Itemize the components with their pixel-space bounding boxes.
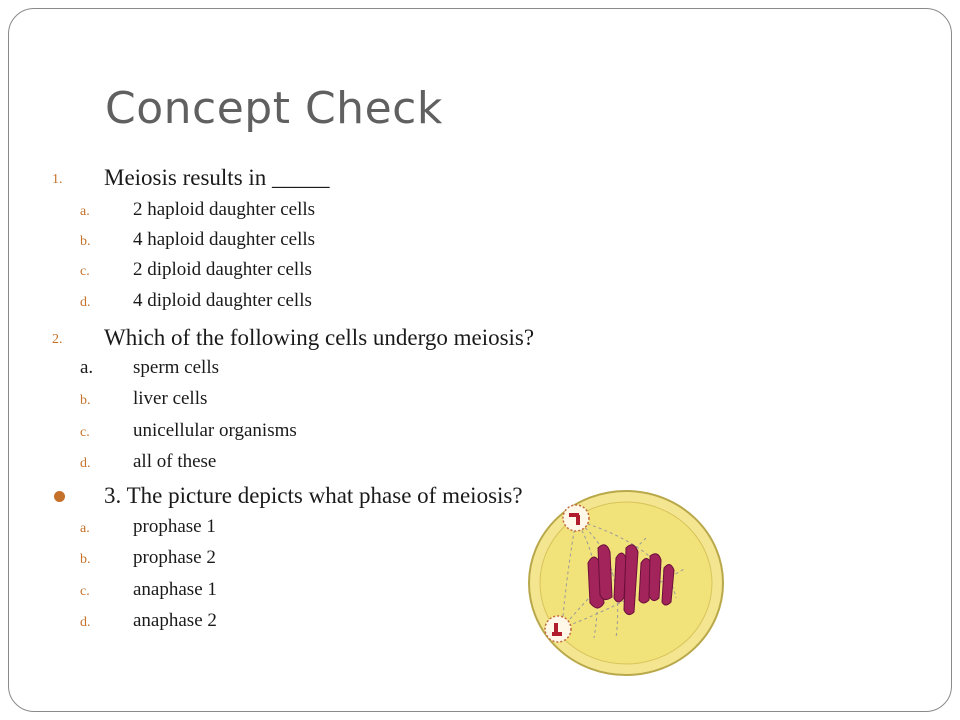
q2-option-b-marker: b.: [80, 393, 91, 408]
question-1-number: 1.: [52, 172, 63, 187]
q3-option-c-marker: c.: [80, 584, 90, 599]
q3-option-a: prophase 1: [133, 516, 216, 537]
q3-option-c: anaphase 1: [133, 579, 217, 600]
q2-option-d: all of these: [133, 451, 217, 472]
q3-option-d: anaphase 2: [133, 610, 217, 631]
centriole-top: [563, 505, 589, 531]
q3-option-a-marker: a.: [80, 521, 90, 536]
q1-option-a: 2 haploid daughter cells: [133, 199, 316, 220]
q1-option-c: 2 diploid daughter cells: [133, 259, 312, 280]
q1-option-b: 4 haploid daughter cells: [133, 229, 316, 250]
cell-division-illustration: [526, 488, 726, 678]
q2-option-b: liver cells: [133, 388, 208, 409]
q2-option-d-marker: d.: [80, 456, 91, 471]
centriole-bottom: [545, 616, 571, 642]
question-1-text: Meiosis results in _____: [104, 165, 330, 190]
q1-option-a-marker: a.: [80, 204, 90, 219]
question-2-number: 2.: [52, 332, 63, 347]
slide-title: Concept Check: [105, 83, 443, 134]
q2-option-a-marker: a.: [80, 357, 94, 378]
question-3-text: 3. The picture depicts what phase of meiosis?: [104, 483, 523, 508]
q2-option-c: unicellular organisms: [133, 420, 297, 441]
q1-option-d: 4 diploid daughter cells: [133, 290, 312, 311]
question-3-bullet: [54, 491, 65, 502]
q1-option-c-marker: c.: [80, 264, 90, 279]
q1-option-b-marker: b.: [80, 234, 91, 249]
q3-option-d-marker: d.: [80, 615, 91, 630]
q2-option-c-marker: c.: [80, 425, 90, 440]
q3-option-b: prophase 2: [133, 547, 216, 568]
question-2-text: Which of the following cells undergo meiosis?: [104, 325, 535, 350]
q2-option-a: sperm cells: [133, 357, 220, 378]
q3-option-b-marker: b.: [80, 552, 91, 567]
q1-option-d-marker: d.: [80, 295, 91, 310]
